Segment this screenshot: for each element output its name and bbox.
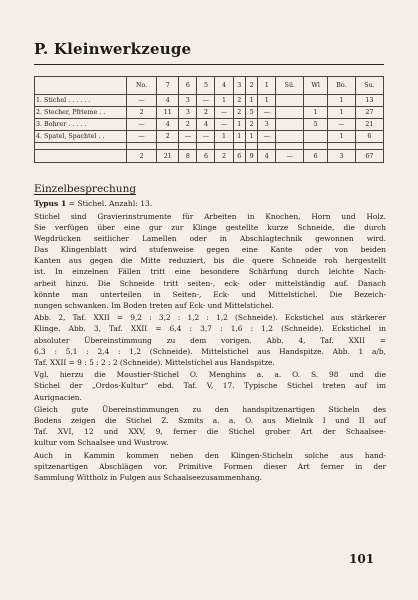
section-title: Einzelbesprechung xyxy=(34,183,137,195)
text-line: Abb. 2, Taf. XXII = 9,2 : 3,2 : 1,2 : 1,2 (Schneide). Eckstichel aus stärkerer xyxy=(34,313,386,323)
text-line: nungen schwanken. Im Boden treten auf Eck- und Mittelstichel. xyxy=(34,300,274,310)
sum-cell: 2 xyxy=(215,150,233,163)
table-cell: — xyxy=(197,95,215,107)
paragraph xyxy=(34,404,386,448)
row-label: 1. Stichel . . . . . . xyxy=(35,95,127,107)
sum-cell: 21 xyxy=(157,150,179,163)
type-line xyxy=(34,199,152,208)
table-cell: 1 xyxy=(233,119,245,131)
table-cell: 6 xyxy=(355,131,383,143)
spacer-cell xyxy=(197,143,215,150)
table-cell: 1 xyxy=(327,95,355,107)
table-cell: 2 xyxy=(127,107,157,119)
table-cell xyxy=(304,131,327,143)
text-line: könnte man unterteilen in Seiten-, Eck- und Mittelstichel. Die Bezeich- xyxy=(34,289,386,299)
table-cell: 1 xyxy=(215,131,233,143)
table-cell: 4 xyxy=(157,95,179,107)
sum-cell: — xyxy=(276,150,304,163)
heading-rule xyxy=(34,64,384,65)
table-sum-row xyxy=(35,150,384,163)
spacer-cell xyxy=(127,143,157,150)
table-cell: — xyxy=(215,107,233,119)
sum-cell: 6 xyxy=(304,150,327,163)
text-line: 6,3 : 5,1 : 2,4 : 1,2 (Schneide). Mittelstichel aus Handspitze. Abb. 1 a/b, xyxy=(34,346,386,356)
table-header-cell: No. xyxy=(127,77,157,95)
table-cell xyxy=(276,95,304,107)
type-label: Typus 1 xyxy=(34,199,67,208)
table-header-blank xyxy=(35,77,127,95)
table-cell: 1 xyxy=(215,95,233,107)
text-line: Vgl. hierzu die Moustier-Stichel O. Menghins a. a. O. S. 98 und die xyxy=(34,370,386,380)
table-header-cell: Sü. xyxy=(276,77,304,95)
text-line: kultur vom Schaalsee und Wustrow. xyxy=(34,438,169,448)
text-line: Gleich gute Übereinstimmungen zu den handspitzenartigen Sticheln des xyxy=(34,405,386,415)
sum-cell: 3 xyxy=(327,150,355,163)
sum-cell: 2 xyxy=(127,150,157,163)
table-cell xyxy=(276,119,304,131)
spacer-cell xyxy=(245,143,257,150)
table-cell: 4 xyxy=(157,119,179,131)
table-cell: 4 xyxy=(197,119,215,131)
page-number: 101 xyxy=(349,552,375,566)
sum-cell: 9 xyxy=(245,150,257,163)
text-line: Stichel sind Gravierinstrumente für Arbeiten in Knochen, Horn und Holz. xyxy=(34,212,386,221)
table-cell: — xyxy=(127,131,157,143)
table-cell: — xyxy=(197,131,215,143)
spacer-cell xyxy=(258,143,276,150)
spacer-cell xyxy=(304,143,327,150)
table-row xyxy=(35,107,384,119)
table-header-cell: 1 xyxy=(258,77,276,95)
table-cell: 21 xyxy=(355,119,383,131)
table-header-cell: Su. xyxy=(355,77,383,95)
sum-label-blank xyxy=(35,150,127,163)
table-row xyxy=(35,95,384,107)
table-cell: 2 xyxy=(233,107,245,119)
sum-cell: 8 xyxy=(179,150,197,163)
sum-cell: 67 xyxy=(355,150,383,163)
table-cell: 3 xyxy=(179,107,197,119)
paragraph xyxy=(34,312,386,367)
table-cell: 3 xyxy=(179,95,197,107)
table-cell: 2 xyxy=(157,131,179,143)
table-row xyxy=(35,119,384,131)
type-description: = Stichel. Anzahl: 13. xyxy=(66,199,153,208)
table-cell: 1 xyxy=(258,95,276,107)
text-line: Klinge. Abb. 3, Taf. XXII = 6,4 : 3,7 : 1,6 : 1,2 (Schneide). Eckstichel in xyxy=(34,324,386,334)
table-cell: 13 xyxy=(355,95,383,107)
table-cell: — xyxy=(179,131,197,143)
table-header-cell: Bo. xyxy=(327,77,355,95)
tool-count-table xyxy=(34,76,384,163)
body-text xyxy=(34,211,386,483)
paragraph xyxy=(34,211,386,311)
table-header-row xyxy=(35,77,384,95)
text-line: Auch in Kammin kommen neben den Klingen-Sticheln solche aus hand- xyxy=(34,450,386,460)
table-cell: — xyxy=(258,107,276,119)
sum-cell: 6 xyxy=(197,150,215,163)
table-cell: — xyxy=(127,95,157,107)
row-label: 3. Bohrer . . . . . xyxy=(35,119,127,131)
text-line: arbeit hinzu. Die Schneide tritt seiten-, eck- oder mittelständig auf. Danach xyxy=(34,278,386,288)
text-line: Stichel der „Ordos-Kultur“ ebd. Taf. V, 17. Typische Stichel treten auf im xyxy=(34,381,386,391)
table-cell: — xyxy=(127,119,157,131)
text-line: absoluter Übereinstimmung zu dem vorigen. Abb. 4, Taf. XXII = xyxy=(34,335,386,345)
table-header-cell: 3 xyxy=(233,77,245,95)
spacer-cell xyxy=(327,143,355,150)
table-cell: 2 xyxy=(179,119,197,131)
table-cell: — xyxy=(215,119,233,131)
table-cell: 5 xyxy=(245,107,257,119)
spacer-cell xyxy=(355,143,383,150)
table-cell xyxy=(276,131,304,143)
table-header-cell: 2 xyxy=(245,77,257,95)
table-cell: 1 xyxy=(304,107,327,119)
spacer-cell xyxy=(157,143,179,150)
spacer-cell xyxy=(179,143,197,150)
table-cell: 5 xyxy=(304,119,327,131)
table-cell xyxy=(276,107,304,119)
row-label: 2. Stecher, Pfrieme . . xyxy=(35,107,127,119)
table-cell: 1 xyxy=(233,131,245,143)
spacer-cell xyxy=(276,143,304,150)
table-cell: 3 xyxy=(258,119,276,131)
table-cell: 1 xyxy=(245,131,257,143)
row-label: 4. Spatel, Spachtel . . xyxy=(35,131,127,143)
table-cell: — xyxy=(327,119,355,131)
table-cell: 27 xyxy=(355,107,383,119)
text-line: Sie verfügen über eine gur zur Klinge gestellte kurze Schneide, die durch xyxy=(34,223,386,233)
table-header-cell: 4 xyxy=(215,77,233,95)
spacer-cell xyxy=(215,143,233,150)
table-cell: 2 xyxy=(197,107,215,119)
table-header-cell: 5 xyxy=(197,77,215,95)
text-line: ist. In einzelnen Fällen tritt eine besondere Schärfung durch leichte Nach- xyxy=(34,267,386,277)
table-cell: 1 xyxy=(245,95,257,107)
table-header-cell: 7 xyxy=(157,77,179,95)
table-cell: — xyxy=(258,131,276,143)
text-line: Taf. XXII = 9 : 5 : 2 : 2 (Schneide). Mittelstichel aus Handspitze. xyxy=(34,357,275,367)
table-header-cell: 6 xyxy=(179,77,197,95)
table-spacer-row xyxy=(35,143,384,150)
table-cell: 11 xyxy=(157,107,179,119)
table-header-cell: Wl xyxy=(304,77,327,95)
chapter-heading: P. Kleinwerkzeuge xyxy=(34,40,192,58)
text-line: spitzenartigen Abschlägen vor. Primitive Formen dieser Art ferner in der xyxy=(34,462,386,472)
text-line: Taf. XVI, 12 und XXV, 9, ferner die Stichel grober Art der Schaalsee- xyxy=(34,427,386,437)
text-line: Wegdrücken seitlicher Lamellen oder in Abschlagtechnik gewonnen wird. xyxy=(34,234,386,244)
text-line: Kanten aus gegen die Mitte reduziert, bis die quere Schneide roh hergestellt xyxy=(34,256,386,266)
sum-cell: 6 xyxy=(233,150,245,163)
paragraph xyxy=(34,450,386,483)
table-cell xyxy=(304,95,327,107)
text-line: Bodens zeigen die Stichel Z. Szmits a. a. O. aus Mielnik I und II auf xyxy=(34,416,386,426)
table-cell: 2 xyxy=(245,119,257,131)
text-line: Das Klingenblatt wird stufenweise gegen eine Kante oder von beiden xyxy=(34,245,386,255)
table-cell: 2 xyxy=(233,95,245,107)
table-row xyxy=(35,131,384,143)
spacer-cell xyxy=(35,143,127,150)
sum-cell: 4 xyxy=(258,150,276,163)
paragraph xyxy=(34,369,386,402)
table-cell: 1 xyxy=(327,131,355,143)
text-line: Sammlung Wittholz in Fulgen aus Schaalseezusammenhang. xyxy=(34,473,262,483)
text-line: Aurignacien. xyxy=(34,392,82,402)
table-cell: 1 xyxy=(327,107,355,119)
spacer-cell xyxy=(233,143,245,150)
